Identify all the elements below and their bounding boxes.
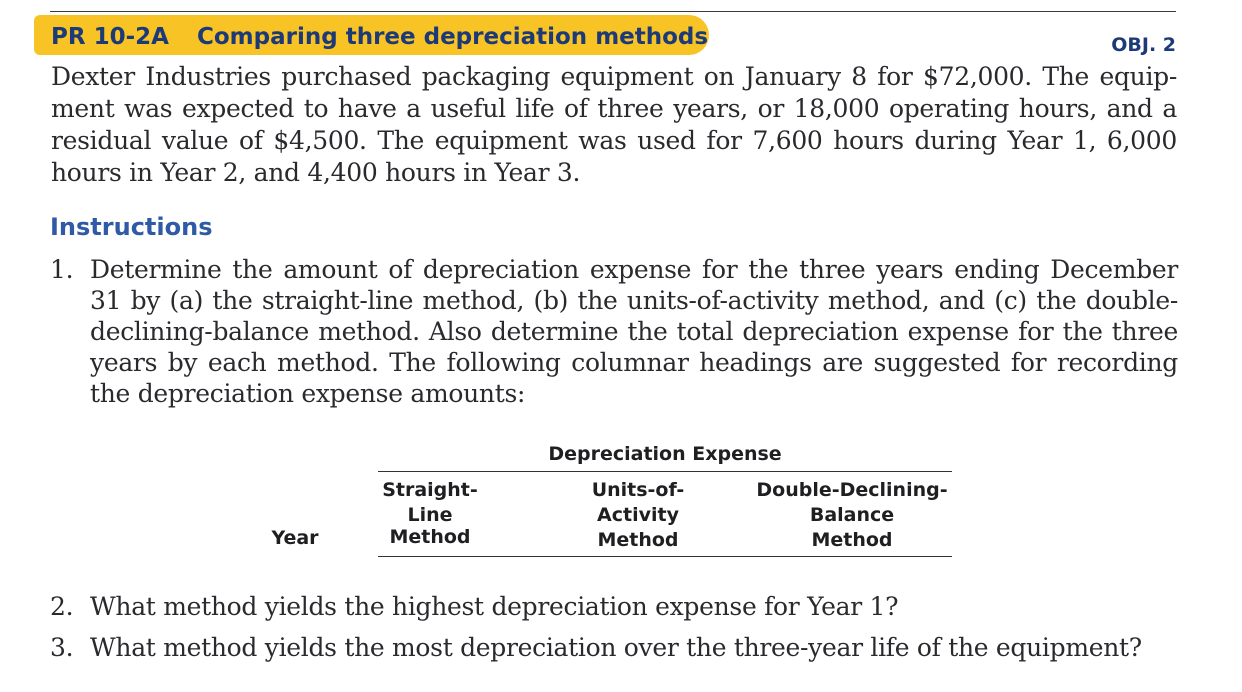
instruction-number: 3. (50, 633, 74, 662)
table-bottom-rule (378, 556, 952, 557)
instruction-text: Determine the amount of depreciation expense for the three years ending December 31 by (a) the straight-line method, (b) the units-of-activity method, and (c) the double-declining-balance method. Also determine the total depreciation expense for the three years by each method. The following columnar headings are suggested for recording the depreciation expense amounts: (90, 255, 1178, 408)
problem-intro-paragraph: Dexter Industries purchased packaging equipment on January 8 for $72,000. The equip-ment was expected to have a useful life of three years, or 18,000 operating hours, and a residual value of $4,500. The equipment was used for 7,600 hours during Year 1, 6,000 hours in Year 2, and 4,400 hours in Year 3. (51, 62, 1177, 187)
header-line: Line (407, 504, 453, 526)
header-line: Year (271, 527, 319, 549)
problem-title: Comparing three depreciation methods (197, 24, 709, 50)
header-line: Method (389, 526, 471, 548)
objective-label: OBJ. 2 (1111, 34, 1176, 56)
instructions-heading: Instructions (50, 213, 213, 241)
units-of-activity-column-header (578, 478, 698, 553)
instruction-number: 2. (50, 592, 74, 621)
header-line: Balance (809, 504, 895, 526)
header-line: Straight- (382, 479, 478, 501)
depreciation-expense-header: Depreciation Expense (548, 443, 782, 465)
problem-id: PR 10-2A (51, 24, 169, 50)
header-line: Double-Declining- (756, 479, 948, 501)
top-rule (50, 11, 1176, 12)
instruction-text: What method yields the highest depreciation expense for Year 1? (90, 592, 899, 621)
header-line: Method (811, 529, 893, 551)
instruction-text: What method yields the most depreciation over the three-year life of the equipment? (90, 633, 1142, 662)
double-declining-balance-column-header (740, 478, 964, 553)
instruction-item-2 (50, 591, 1178, 622)
instruction-item-1 (50, 254, 1178, 409)
instruction-item-3 (50, 632, 1178, 663)
straight-line-column-header (370, 478, 490, 550)
span-header-rule (378, 471, 952, 472)
year-column-header (262, 526, 328, 550)
header-line: Activity (597, 504, 679, 526)
header-line: Units-of- (591, 479, 685, 501)
instruction-number: 1. (50, 255, 74, 284)
header-line: Method (597, 529, 679, 551)
